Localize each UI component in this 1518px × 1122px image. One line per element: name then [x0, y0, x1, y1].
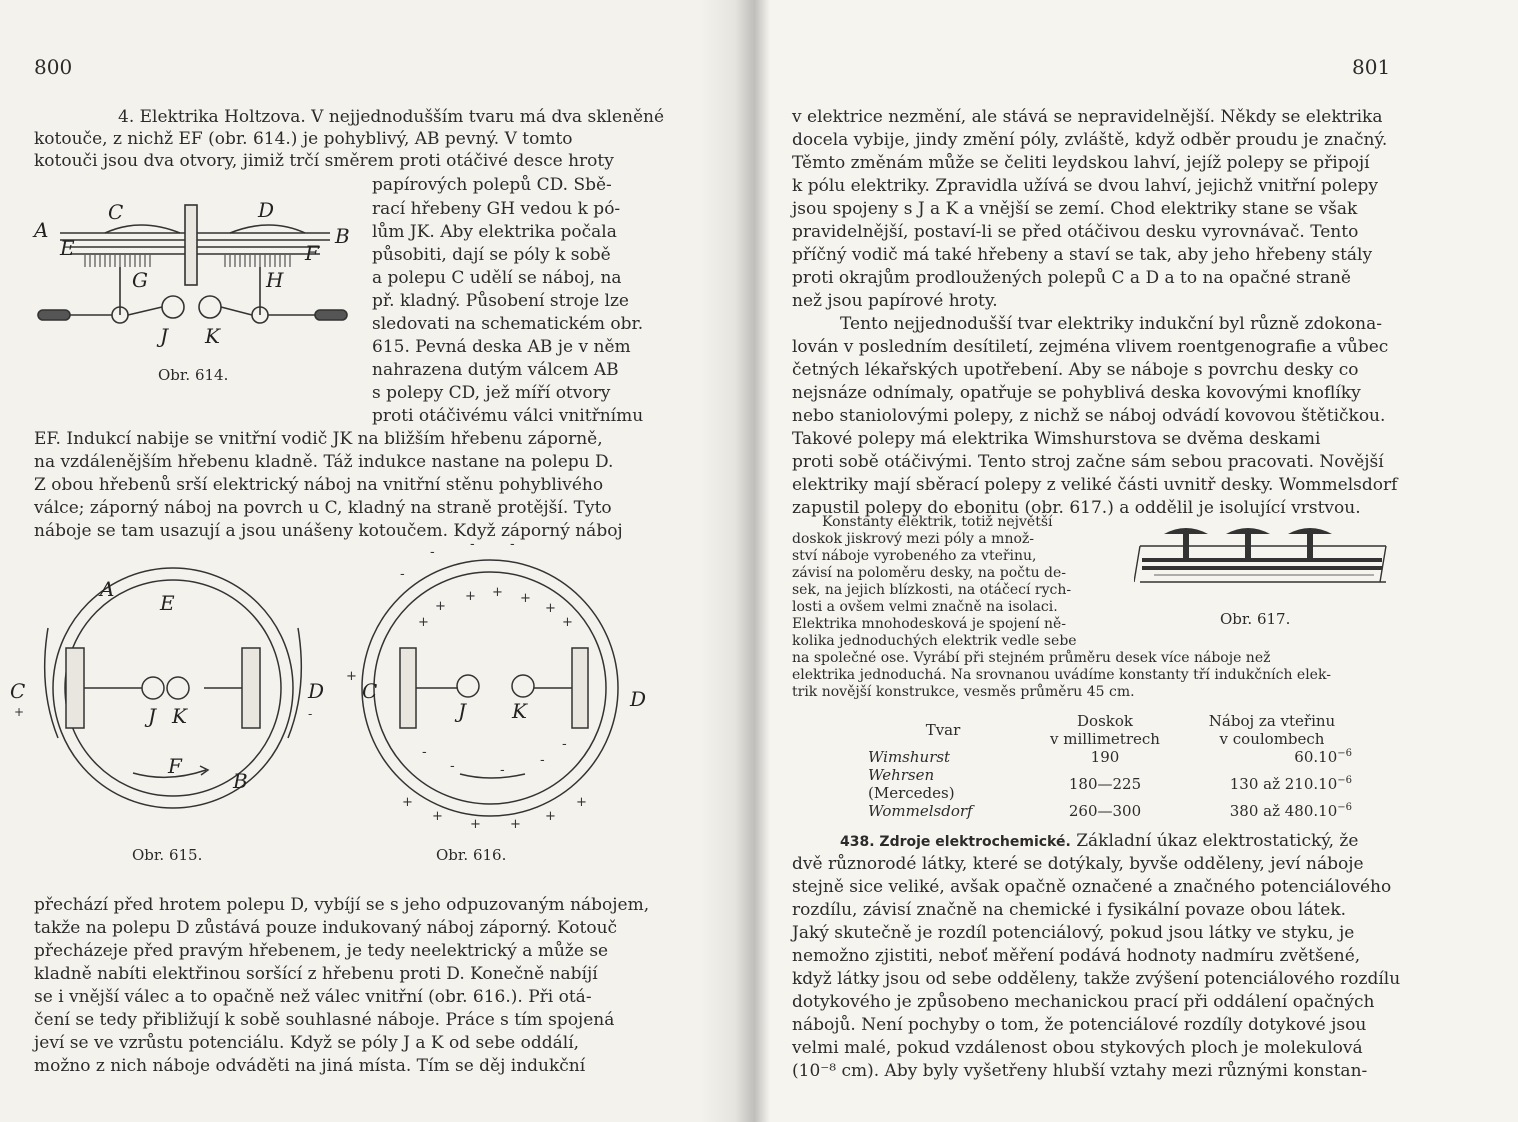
label-E: E	[160, 591, 175, 615]
text-line: v elektrice nezmění, ale stává se nepravidelnější. Někdy se elektrika	[792, 107, 1383, 127]
charge-sign: +	[402, 795, 413, 810]
charge-sign: +	[346, 669, 357, 684]
label-G: G	[132, 268, 148, 292]
text-line: působiti, dají se póly k sobě	[372, 245, 611, 265]
table-cell: 180—225	[1068, 775, 1142, 793]
text-line: elektriky mají sběrací polepy z veliké části uvnitř desky. Wommelsdorf	[792, 475, 1398, 495]
table-row	[862, 802, 1358, 820]
small-text-line: Konstanty elektrik, totiž největší	[822, 514, 1053, 530]
label-D: D	[258, 198, 275, 222]
figure-617-caption: Obr. 617.	[1220, 610, 1291, 628]
text-line: a polepu C udělí se náboj, na	[372, 268, 622, 288]
charge-sign: -	[308, 707, 313, 721]
text-line: rozdílu, závisí značně na chemické i fysikální povaze obou látek.	[792, 900, 1347, 920]
small-text-line: na společné ose. Vyrábí při stejném průměru desek více náboje než	[792, 650, 1271, 666]
left-page	[0, 0, 752, 1122]
charge-sign: -	[540, 753, 545, 768]
label-J: J	[458, 699, 467, 723]
text-line: proti okrajům prodloužených polepů C a D a to na opačné straně	[792, 268, 1351, 288]
label-A: A	[34, 218, 49, 242]
label-E: E	[60, 236, 75, 260]
text-line: přechází před hrotem polepu D, vybíjí se s jeho odpuzovaným nábojem,	[34, 895, 650, 915]
charge-sign: -	[450, 759, 455, 774]
charge-sign: -	[510, 538, 515, 552]
table-cell: Wehrsen	[868, 766, 935, 784]
text-line: k pólu elektriky. Zpravidla užívá se dvou lahví, jejichž vnitřní polepy	[792, 176, 1379, 196]
charge-sign: +	[545, 601, 556, 616]
text-line: dvě různorodé látky, které se dotýkaly, byvše odděleny, jeví náboje	[792, 854, 1364, 874]
table-header: Náboj za vteřinu v coulombech	[1208, 712, 1336, 748]
text-line: pravidelnější, postaví-li se před otáčivou desku vyrovnávač. Tento	[792, 222, 1359, 242]
text-line: sledovati na schematickém obr.	[372, 314, 644, 334]
text-line: lován v posledním desítiletí, zejména vlivem roentgenografie a vůbec	[792, 337, 1389, 357]
label-K: K	[172, 704, 187, 728]
charge-sign: +	[432, 809, 443, 824]
text-line: příčný vodič má také hřebeny a staví se tak, aby jeho hřebeny stály	[792, 245, 1373, 265]
table-cell: 260—300	[1068, 802, 1142, 820]
text-line: 615. Pevná deska AB je v něm	[372, 337, 631, 357]
figure-614-caption: Obr. 614.	[158, 366, 229, 384]
label-D: D	[630, 687, 647, 711]
text-line: Tento nejjednodušší tvar elektriky indukční byl různě zdokona-	[840, 314, 1382, 334]
text-line: zapustil polepy do ebonitu (obr. 617.) a oddělil je isolující vrstvou.	[792, 498, 1361, 518]
label-B: B	[233, 769, 248, 793]
charge-sign: -	[500, 763, 505, 778]
text-line: s polepy CD, jež míří otvory	[372, 383, 611, 403]
text-line: než jsou papírové hroty.	[792, 291, 998, 311]
table-cell: (Mercedes)	[868, 784, 955, 802]
small-text-line: doskok jiskrový mezi póly a množ-	[792, 531, 1035, 547]
charge-sign: +	[492, 585, 503, 600]
text-line: válce; záporný náboj na povrch u C, kladný na straně protější. Tyto	[34, 498, 612, 518]
small-text-line: kolika jednoduchých elektrik vedle sebe	[792, 633, 1077, 649]
text-line: rací hřebeny GH vedou k pó-	[372, 199, 621, 219]
label-A: A	[100, 577, 115, 601]
text-line: Z obou hřebenů srší elektrický náboj na vnitřní stěnu pohyblivého	[34, 475, 604, 495]
text-line: dotykového je způsobeno mechanickou prací při oddálení opačných	[792, 992, 1375, 1012]
label-J: J	[160, 324, 169, 348]
text-line: kotouče, z nichž EF (obr. 614.) je pohyblivý, AB pevný. V tomto	[34, 129, 573, 149]
text-line: Těmto změnám může se čeliti leydskou lahví, jejíž polepy se připojí	[792, 153, 1370, 173]
text-line: kladně nabíti elektřinou soršící z hřebenu proti D. Konečně nabíjí	[34, 964, 598, 984]
figure-617-diagram	[1134, 520, 1390, 600]
charge-sign: +	[576, 795, 587, 810]
text-line: se i vnější válec a to opačně než válec vnitřní (obr. 616.). Při otá-	[34, 987, 592, 1007]
charge-sign: -	[470, 538, 475, 552]
table-row	[862, 766, 1358, 802]
text-line: EF. Indukcí nabije se vnitřní vodič JK na bližším hřebenu záporně,	[34, 429, 603, 449]
charge-sign: -	[422, 745, 427, 760]
text-line: přecházeje před pravým hřebenem, je tedy neelektrický a může se	[34, 941, 609, 961]
table-cell: Wommelsdorf	[868, 802, 973, 820]
text-line: velmi malé, pokud vzdálenost obou stykových ploch je molekulová	[792, 1038, 1363, 1058]
small-text-line: závisí na poloměru desky, na počtu de-	[792, 565, 1067, 581]
label-C: C	[10, 679, 26, 703]
text-line: stejně sice veliké, avšak opačně označené a značného potenciálového	[792, 877, 1392, 897]
table-cell: −6	[1337, 775, 1352, 786]
text-line: takže na polepu D zůstává pouze indukovaný náboj záporný. Kotouč	[34, 918, 618, 938]
text-line: nahrazena dutým válcem AB	[372, 360, 619, 380]
text-line: př. kladný. Působení stroje lze	[372, 291, 629, 311]
text-span: Základní úkaz elektrostatický, že	[1076, 831, 1359, 851]
table-row	[862, 748, 1358, 766]
table-cell: 60.10	[1294, 748, 1338, 766]
small-text-line: Elektrika mnohodesková je spojení ně-	[792, 616, 1067, 632]
charge-sign: -	[562, 737, 567, 752]
small-text-line: ství náboje vyrobeného za vteřinu,	[792, 548, 1037, 564]
table-header: Tvar	[925, 721, 961, 739]
section-heading: 438. Zdroje elektrochemické.	[840, 834, 1071, 850]
text-line: náboje se tam usazují a jsou unášeny kotoučem. Když záporný náboj	[34, 521, 623, 541]
text-line: (10⁻⁸ cm). Aby byly vyšetřeny hlubší vztahy mezi různými konstan-	[792, 1061, 1368, 1081]
text-line: když látky jsou od sebe odděleny, takže zvýšení potenciálového rozdílu	[792, 969, 1401, 989]
right-page	[752, 0, 1518, 1122]
table-cell: Wimshurst	[868, 748, 951, 766]
text-line: docela vybije, jindy změní póly, zvláště, když odběr proudu je značný.	[792, 130, 1388, 150]
charge-sign: +	[520, 591, 531, 606]
text-line: čení se tedy přibližují k sobě souhlasné náboje. Práce s tím spojená	[34, 1010, 615, 1030]
charge-sign: +	[418, 615, 429, 630]
small-text-line: sek, na jejich blízkosti, na otáčecí rych-	[792, 582, 1072, 598]
label-J: J	[148, 704, 157, 728]
text-line: papírových polepů CD. Sbě-	[372, 175, 612, 195]
charge-sign: +	[14, 705, 25, 719]
text-line: možno z nich náboje odváděti na jiná místa. Tím se děj indukční	[34, 1056, 586, 1076]
charge-sign: +	[435, 599, 446, 614]
figure-614-diagram	[30, 195, 360, 355]
text-line: lům JK. Aby elektrika počala	[372, 222, 617, 242]
charge-sign: +	[465, 589, 476, 604]
text-line: jeví se ve vzrůstu potenciálu. Když se póly J a K od sebe oddálí,	[34, 1033, 580, 1053]
small-text-line: trik novější konstrukce, vesměs průměru 45 cm.	[792, 684, 1135, 700]
text-line: 4. Elektrika Holtzova. V nejjednodušším tvaru má dva skleněné	[118, 107, 665, 127]
label-H: H	[266, 268, 284, 292]
text-line: kotouči jsou dva otvory, jimiž trčí směrem proti otáčivé desce hroty	[34, 151, 614, 171]
charge-sign: +	[562, 615, 573, 630]
text-line	[840, 830, 1358, 853]
text-line: proti sobě otáčivými. Tento stroj začne sám sebou pracovati. Novější	[792, 452, 1384, 472]
text-line: nebo staniolovými polepy, z nichž se náboj odvádí kovovou štětičkou.	[792, 406, 1386, 426]
figure-615-diagram	[8, 548, 338, 838]
charge-sign: -	[400, 567, 405, 582]
text-line: nejsnáze odnímaly, opatřuje se pohyblivá deska kovovými knoflíky	[792, 383, 1361, 403]
text-line: proti otáčivému válci vnitřnímu	[372, 406, 644, 426]
text-line: četných lékařských upotřebení. Aby se náboje s povrchu desky co	[792, 360, 1359, 380]
small-text-line: losti a ovšem velmi značně na isolaci.	[792, 599, 1058, 615]
label-C: C	[362, 679, 378, 703]
constants-table	[862, 712, 1358, 820]
figure-616-caption: Obr. 616.	[436, 846, 507, 864]
table-cell: 130 až 210.10	[1229, 775, 1338, 793]
figure-616-diagram	[340, 538, 670, 838]
charge-sign: +	[510, 817, 521, 832]
table-cell: 190	[1090, 748, 1120, 766]
text-line: Jaký skutečně je rozdíl potenciálový, pokud jsou látky ve styku, je	[792, 923, 1355, 943]
text-line: Takové polepy má elektrika Wimshurstova se dvěma deskami	[792, 429, 1321, 449]
small-text-line: elektrika jednoduchá. Na srovnanou uvádíme konstanty tří indukčních elek-	[792, 667, 1331, 683]
charge-sign: -	[430, 545, 435, 560]
label-K: K	[205, 324, 220, 348]
page-number: 800	[34, 55, 73, 79]
page-number: 801	[1352, 55, 1391, 79]
label-K: K	[512, 699, 527, 723]
table-cell: 380 až 480.10	[1229, 802, 1338, 820]
table-cell: −6	[1337, 802, 1352, 813]
table-cell: −6	[1337, 748, 1352, 759]
text-line: na vzdálenějším hřebenu kladně. Táž indukce nastane na polepu D.	[34, 452, 614, 472]
label-B: B	[335, 224, 350, 248]
label-C: C	[108, 200, 124, 224]
text-line: jsou spojeny s J a K a vnější se zemí. Chod elektriky stane se však	[792, 199, 1358, 219]
figure-615-caption: Obr. 615.	[132, 846, 203, 864]
charge-sign: +	[545, 809, 556, 824]
text-line: nemožno zjistiti, neboť měření podává hodnoty nadmíru zvětšené,	[792, 946, 1361, 966]
text-line: nábojů. Není pochyby o tom, že potenciálové rozdíly dotykové jsou	[792, 1015, 1367, 1035]
table-header: Doskok v millimetrech	[1050, 712, 1160, 748]
label-F: F	[305, 241, 319, 265]
label-F: F	[168, 754, 182, 778]
label-D: D	[308, 679, 325, 703]
charge-sign: +	[470, 817, 481, 832]
